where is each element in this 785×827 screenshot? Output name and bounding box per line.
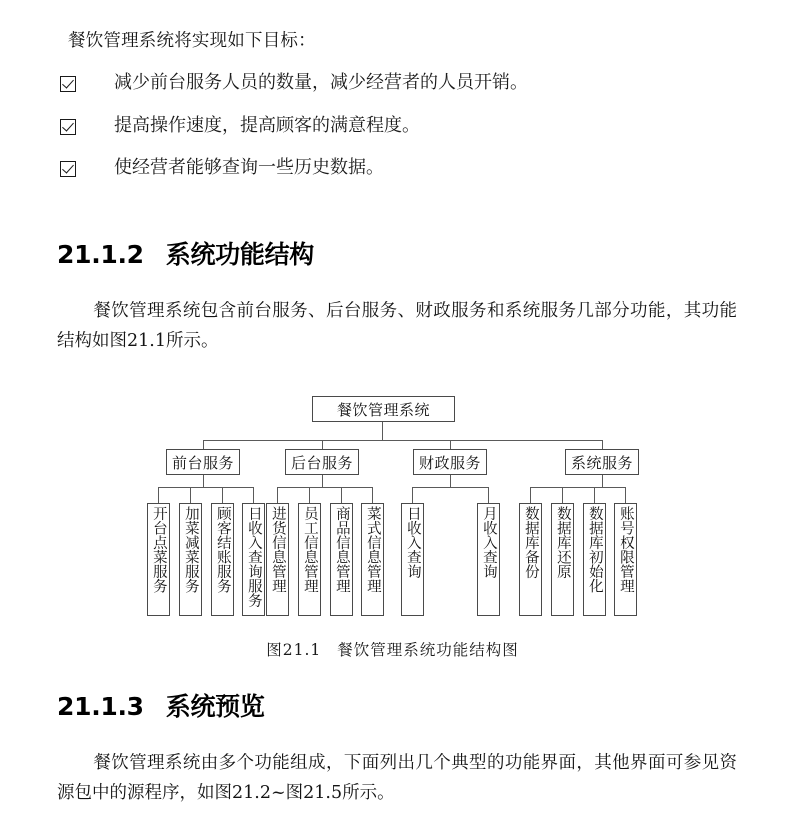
connector-drop-g4-c3 bbox=[594, 487, 595, 503]
node-label: 进货信息管理 bbox=[269, 506, 286, 593]
diagram-leaf-g4-c4[interactable] bbox=[614, 503, 637, 616]
diagram-leaf-g3-c2[interactable] bbox=[477, 503, 500, 616]
lead-paragraph: 餐饮管理系统将实现如下目标： bbox=[68, 31, 316, 51]
diagram-leaf-g2-c4[interactable] bbox=[361, 503, 384, 616]
section-paragraph-21-1-2 bbox=[57, 296, 737, 356]
diagram-leaf-g1-c3[interactable] bbox=[211, 503, 234, 616]
node-label: 员工信息管理 bbox=[301, 506, 318, 593]
diagram-leaf-g2-c2[interactable] bbox=[298, 503, 321, 616]
connector-drop-g2-c3 bbox=[341, 487, 342, 503]
checkbox-checked-icon bbox=[60, 161, 76, 177]
section-heading-21-1-2 bbox=[57, 235, 314, 271]
node-label: 日收入查询 bbox=[404, 506, 421, 579]
section-paragraph-21-1-3 bbox=[57, 748, 737, 808]
node-label: 餐饮管理系统 bbox=[336, 400, 430, 419]
node-label: 账号权限管理 bbox=[617, 506, 634, 593]
section-title: 系统功能结构 bbox=[165, 240, 314, 269]
node-label: 数据库还原 bbox=[554, 506, 571, 579]
figure-number: 图21.1 bbox=[266, 641, 322, 659]
connector-bus-group-2 bbox=[277, 487, 373, 488]
node-label: 加菜减菜服务 bbox=[182, 506, 199, 593]
node-label: 月收入查询 bbox=[480, 506, 497, 579]
figure-title: 餐饮管理系统功能结构图 bbox=[337, 641, 519, 659]
connector-drop-g2-c2 bbox=[309, 487, 310, 503]
section-heading-21-1-3 bbox=[57, 687, 265, 723]
node-label: 日收入查询服务 bbox=[245, 506, 262, 608]
node-label: 开台点菜服务 bbox=[150, 506, 167, 593]
section-title: 系统预览 bbox=[165, 692, 265, 721]
checkbox-checked-icon bbox=[60, 119, 76, 135]
diagram-node-root[interactable] bbox=[312, 396, 455, 422]
node-label: 数据库备份 bbox=[522, 506, 539, 579]
goal-text: 使经营者能够查询一些历史数据。 bbox=[114, 157, 384, 179]
connector-drop-g1-c3 bbox=[222, 487, 223, 503]
connector-drop-g1-c4 bbox=[253, 487, 254, 503]
connector-stem-group-2 bbox=[322, 475, 323, 487]
connector-drop-g1-c1 bbox=[158, 487, 159, 503]
connector-stem-group-1 bbox=[203, 475, 204, 487]
connector-drop-g2-c1 bbox=[277, 487, 278, 503]
connector-bus-group-3 bbox=[412, 487, 489, 488]
section-number: 21.1.3 bbox=[57, 692, 144, 721]
node-label: 菜式信息管理 bbox=[364, 506, 381, 593]
connector-drop-g3-c1 bbox=[412, 487, 413, 503]
connector-drop-g3-c2 bbox=[488, 487, 489, 503]
list-item bbox=[60, 157, 740, 179]
diagram-node-group-1[interactable] bbox=[166, 449, 240, 475]
connector-root-stem bbox=[382, 422, 383, 440]
connector-bus-group-1 bbox=[158, 487, 254, 488]
diagram-leaf-g2-c3[interactable] bbox=[330, 503, 353, 616]
diagram-node-group-2[interactable] bbox=[285, 449, 359, 475]
node-label: 系统服务 bbox=[570, 453, 633, 472]
node-label: 商品信息管理 bbox=[333, 506, 350, 593]
connector-bus-group-4 bbox=[530, 487, 626, 488]
node-label: 数据库初始化 bbox=[586, 506, 603, 593]
connector-stem-group-4 bbox=[602, 475, 603, 487]
connector-drop-g2-c4 bbox=[372, 487, 373, 503]
connector-drop-group-3 bbox=[450, 440, 451, 449]
list-item bbox=[60, 115, 740, 137]
connector-drop-g4-c2 bbox=[562, 487, 563, 503]
diagram-leaf-g1-c2[interactable] bbox=[179, 503, 202, 616]
goal-text: 提高操作速度，提高顾客的满意程度。 bbox=[114, 114, 420, 136]
section-number: 21.1.2 bbox=[57, 240, 144, 269]
diagram-leaf-g1-c1[interactable] bbox=[147, 503, 170, 616]
figure-caption bbox=[0, 638, 785, 660]
list-item bbox=[60, 72, 740, 94]
connector-level1-bus bbox=[203, 440, 603, 441]
node-label: 前台服务 bbox=[171, 453, 234, 472]
diagram-leaf-g4-c3[interactable] bbox=[583, 503, 606, 616]
connector-stem-group-3 bbox=[450, 475, 451, 487]
node-label: 后台服务 bbox=[290, 453, 353, 472]
diagram-leaf-g2-c1[interactable] bbox=[266, 503, 289, 616]
checkbox-checked-icon bbox=[60, 76, 76, 92]
paragraph-text: 餐饮管理系统包含前台服务、后台服务、财政服务和系统服务几部分功能，其功能结构如图21.1所示。 bbox=[57, 301, 737, 352]
diagram-leaf-g3-c1[interactable] bbox=[401, 503, 424, 616]
goals-list bbox=[60, 72, 740, 200]
connector-drop-g4-c1 bbox=[530, 487, 531, 503]
diagram-leaf-g1-c4[interactable] bbox=[242, 503, 265, 616]
connector-drop-group-4 bbox=[602, 440, 603, 449]
node-label: 财政服务 bbox=[418, 453, 481, 472]
connector-drop-g1-c2 bbox=[190, 487, 191, 503]
connector-drop-group-2 bbox=[322, 440, 323, 449]
paragraph-text: 餐饮管理系统由多个功能组成，下面列出几个典型的功能界面，其他界面可参见资源包中的源程序，如图21.2~图21.5所示。 bbox=[57, 753, 737, 804]
connector-drop-group-1 bbox=[203, 440, 204, 449]
diagram-node-group-3[interactable] bbox=[413, 449, 487, 475]
connector-drop-g4-c4 bbox=[625, 487, 626, 503]
diagram-leaf-g4-c2[interactable] bbox=[551, 503, 574, 616]
diagram-node-group-4[interactable] bbox=[565, 449, 639, 475]
node-label: 顾客结账服务 bbox=[214, 506, 231, 593]
diagram-leaf-g4-c1[interactable] bbox=[519, 503, 542, 616]
goal-text: 减少前台服务人员的数量，减少经营者的人员开销。 bbox=[114, 72, 528, 93]
